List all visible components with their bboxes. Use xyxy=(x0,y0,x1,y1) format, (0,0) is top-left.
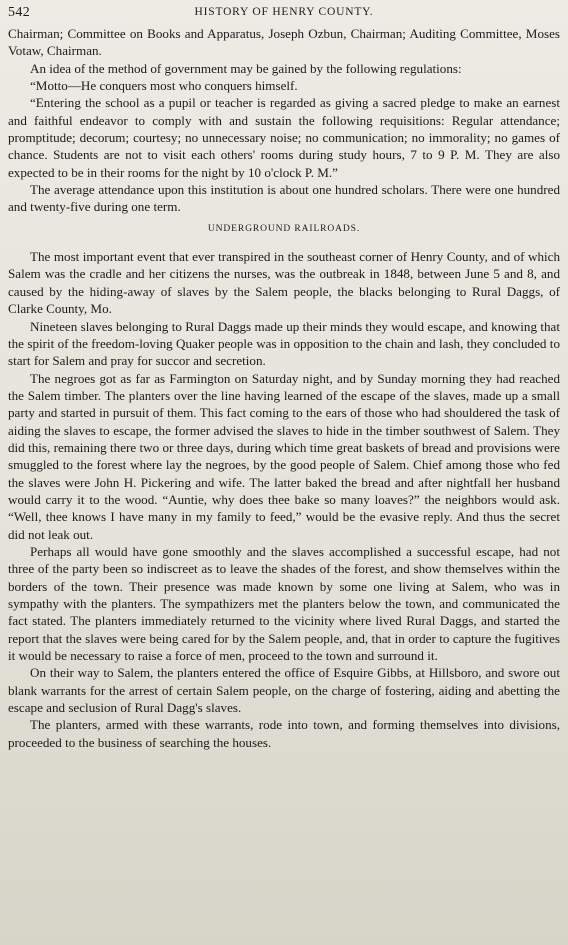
paragraph: Nineteen slaves belonging to Rural Daggs made up their minds they would escape, and knowing that the spirit of the freedom-loving Quaker people was in opposition to the chain and lash, they concluded to start for Salem and pray for succor and secretion. xyxy=(8,318,560,369)
paragraph: The average attendance upon this institution is about one hundred scholars. There were one hundred and twenty-five during one term. xyxy=(8,182,560,215)
page-number: 542 xyxy=(8,5,31,20)
section-heading: UNDERGROUND RAILROADS. xyxy=(207,223,361,234)
paragraph: Perhaps all would have gone smoothly and the slaves accomplished a successful escape, had not three of the party been so indiscreet as to leave the shades of the forest, and show themselves within the borders of the town. Their presence was made known by some one living at Salem, who was in sympathy with the planters. The sympathizers met the planters below the town, and communicated the fact stated. The planters immediately returned to the vicinity where lived Rural Daggs, and started the report that the slaves were being cared for by the Salem people, and, that in order to capture the fugitives it would be necessary to raise a force of men, proceed to the town and surround it. xyxy=(8,543,560,664)
paragraph: The planters, armed with these warrants, rode into town, and forming themselves into divisions, proceeded to the business of searching the houses. xyxy=(8,717,560,750)
paragraph: The most important event that ever transpired in the southeast corner of Henry County, and of which Salem was the cradle and her citizens the nurses, was the outbreak in 1848, between June 5 and 8, and caused by the hiding-away of slaves by the Salem people, the blacks belonging to Rural Daggs, of Clarke County, Mo. xyxy=(8,249,560,317)
running-title: HISTORY OF HENRY COUNTY. xyxy=(194,6,374,18)
paragraph: On their way to Salem, the planters entered the office of Esquire Gibbs, at Hillsboro, and swore out blank warrants for the arrest of certain Salem people, on the charge of fostering, aiding and abetting the escape and seclusion of Rural Dagg's slaves. xyxy=(8,665,560,716)
quote-rules: “Entering the school as a pupil or teacher is regarded as giving a sacred pledge to make an earnest and faithful endeavor to comply with and sustain the following requisitions: Regular attendance; promptitude; decorum; courtesy; no unnecessary noise; no communication; no immorality; no games of chance. Students are not to visit each others' rooms during study hours, 7 to 9 P. M. They are also expected to be in their rooms for the night by 10 o'clock P. M.” xyxy=(8,95,560,180)
paragraph: The negroes got as far as Farmington on Saturday night, and by Sunday morning they had reached the Salem timber. The planters over the line having learned of the escape of the slaves, made up a small party and started in pursuit of them. This fact coming to the ears of those who had shouldered the task of aiding the slaves to escape, the former advised the slaves to hide in the timber southwest of Salem. They did this, remaining there two or three days, during which time great baskets of bread and provisions were smuggled to the forest where lay the negroes, by the good people of Salem. Chief among those who fed the slaves were John H. Pickering and wife. The latter baked the bread and after nightfall her husband would carry it to the wood. “Auntie, why does thee bake so many loaves?” the neighbors would ask. “Well, thee knows I have many in my family to feed,” would be the evasive reply. And thus the secret did not leak out. xyxy=(8,370,560,542)
body-text xyxy=(8,25,560,751)
paragraph: Chairman; Committee on Books and Apparatus, Joseph Ozbun, Chairman; Auditing Committee, Moses Votaw, Chairman. xyxy=(8,26,560,59)
running-head xyxy=(8,3,560,25)
paragraph: An idea of the method of government may be gained by the following regulations: xyxy=(30,60,462,76)
quote-motto: “Motto—He conquers most who conquers himself. xyxy=(30,78,298,94)
